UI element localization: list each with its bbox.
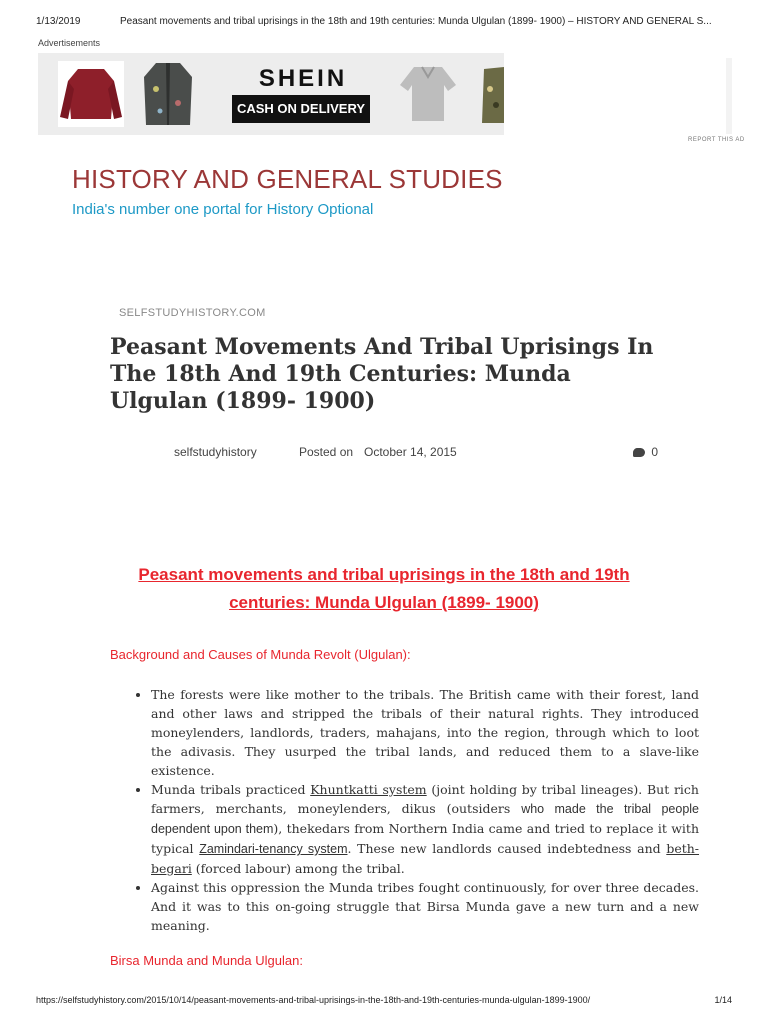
post-author[interactable]: selfstudyhistory: [174, 445, 257, 459]
print-page-number: 1/14: [714, 995, 732, 1005]
gray-cardigan-image: [138, 59, 198, 129]
patterned-garment-image: [478, 59, 504, 129]
site-tagline: India's number one portal for History Optional: [72, 201, 374, 218]
comment-icon: [633, 448, 645, 457]
gray-knit-top-image: [398, 59, 458, 129]
report-ad-link[interactable]: REPORT THIS AD: [688, 137, 745, 143]
bullet-text: Munda tribals practiced: [151, 782, 311, 797]
list-item: [151, 780, 699, 878]
beth-begari-link[interactable]: beth-begari: [151, 841, 700, 876]
bullet-text-sans: who made the tribal people dependent upon them: [151, 802, 699, 836]
list-item: • Against this oppression the Munda tribes fought continuously, for over three decades. And it was to this on-going struggle that Birsa Munda gave a new turn and a new meaning.: [151, 878, 699, 935]
ad-banner[interactable]: [38, 53, 504, 135]
print-date: 1/13/2019: [36, 16, 81, 27]
ad-side-strip: [726, 58, 732, 134]
print-url: https://selfstudyhistory.com/2015/10/14/peasant-movements-and-tribal-uprisings-in-the-18th-and-19th-centuries-munda-ulgulan-1899-1900/: [36, 995, 591, 1005]
bullet-text: . These new landlords caused indebtedness and: [347, 841, 667, 856]
zamindari-tenancy-system-link[interactable]: Zamindari-tenancy system: [199, 842, 348, 856]
khuntkatti-system-link[interactable]: Khuntkatti system: [310, 782, 427, 797]
comments-count: 0: [651, 445, 658, 459]
bullet-text: (forced labour) among the tribal.: [191, 861, 405, 876]
post-title: Peasant Movements And Tribal Uprisings In The 18th And 19th Centuries: Munda Ulgulan (1899- 1900): [110, 334, 654, 414]
red-sweater-image: [56, 59, 126, 129]
bullet-text: (joint holding by tribal lineages). But rich farmers, merchants, moneylenders, dikus (outsiders: [151, 782, 699, 816]
post-date[interactable]: October 14, 2015: [364, 445, 457, 459]
section-heading-birsa-munda: Birsa Munda and Munda Ulgulan:: [110, 953, 303, 968]
article-bullet-list: [110, 685, 699, 935]
ad-cash-on-delivery-button[interactable]: CASH ON DELIVERY: [232, 95, 370, 123]
print-page-title: Peasant movements and tribal uprisings in the 18th and 19th centuries: Munda Ulgulan (1899- 1900) – HISTORY AND GENERAL S...: [120, 16, 712, 27]
comments-count-link[interactable]: [633, 445, 658, 459]
bullet-text: ), thekedars from Northern India came and tried to replace it with typical: [151, 821, 699, 856]
posted-on-label: Posted on: [299, 445, 354, 459]
list-item: • The forests were like mother to the tribals. The British came with their forest, land and other laws and stripped the tribals of their natural rights. They introduced moneylenders, landlords, traders, mahajans, into the region, through which to loot the adivasis. They usurped the tribal lands, and reduced them to a slave-like existence.: [151, 685, 699, 780]
advertisements-label: Advertisements: [38, 38, 101, 48]
article-heading: Peasant movements and tribal uprisings in the 18th and 19th centuries: Munda Ulgulan (1899- 1900): [138, 565, 630, 612]
post-category[interactable]: SELFSTUDYHISTORY.COM: [119, 307, 266, 319]
site-title[interactable]: HISTORY AND GENERAL STUDIES: [72, 164, 503, 194]
post-meta: [174, 445, 658, 461]
ad-brand-logo: SHEIN: [258, 65, 348, 92]
section-heading-background: Background and Causes of Munda Revolt (Ulgulan):: [110, 647, 411, 662]
